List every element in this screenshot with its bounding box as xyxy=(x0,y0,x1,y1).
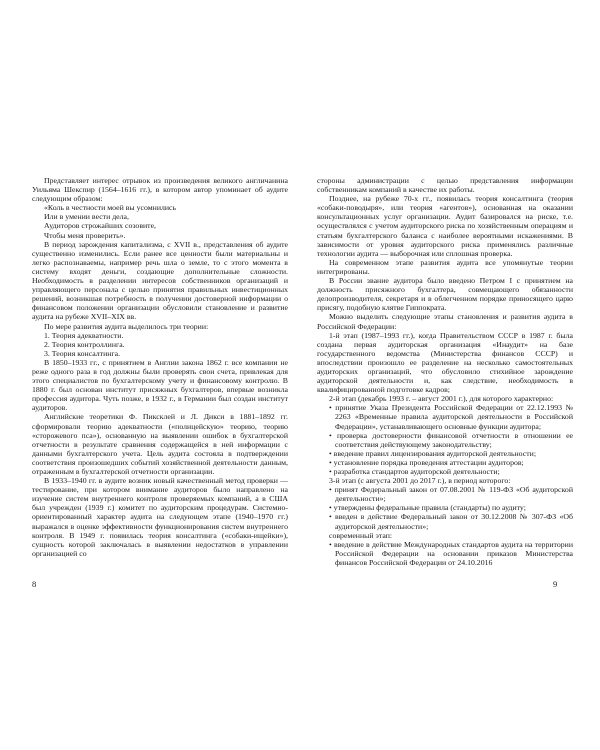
paragraph: Можно выделить следующие этапы становления и развития аудита в Российской Федерации: xyxy=(317,312,573,331)
verse-line: Аудиторов строжайших созовите, xyxy=(44,221,156,231)
paragraph: Позднее, на рубеже 70-х гг., появилась теория консалтинга (теория «собаки-поводыря», или теория «агентов»), основанная на оказании консультационных услуг организации. Аудит базировался на риске, т.е. осуществлялся с учетом аудиторского риска по хозяйственным операциям и статьям бухгалтерского баланса с наиболее вероятными искажениями. В зависимости от уровня аудиторского риска применялись различные технологии аудита — выборочная или сплошная проверка. xyxy=(317,194,573,258)
list-item: • введение правил лицензирования аудиторской деятельности; xyxy=(329,448,536,458)
list-item: • разработка стандартов аудиторской деятельности; xyxy=(329,467,500,476)
page-number-left: 8 xyxy=(32,579,37,589)
left-page-text xyxy=(32,176,288,558)
paragraph: 2-й этап (декабрь 1993 г. – август 2001 г.), для которого характерно: xyxy=(329,394,554,404)
paragraph: Английские теоретики Ф. Пиксклей и Л. Дикси в 1881–1892 гг. сформировали теорию адекватности («полицейскую» теорию, теорию «сторожевого пса»), основанную на выявлении ошибок в бухгалтерской отчетности в результате сравнения содержащейся в ней информации с данными бухгалтерского учета. Цель аудита состояла в подтверждении соответствия произошедших событий хозяйственной деятельности данным, отраженным в бухгалтерской отчетности организации. xyxy=(32,412,288,476)
verse-line: Чтобы меня проверить». xyxy=(44,230,126,240)
verse-line: Или в умении вести дела, xyxy=(44,212,129,222)
list-item: • утверждены федеральные правила (стандарты) по аудиту; xyxy=(329,503,526,513)
paragraph: В России звание аудитора было введено Петром I с принятием на должность присяжного бухгалтера, совмещающего обязанности делопроизводителя, секретаря и в облегченном порядке приносящего царю присягу, подобную клятве Гиппократа. xyxy=(317,276,573,313)
list-item: 3. Теория консалтинга. xyxy=(44,348,121,358)
paragraph: По мере развития аудита выделилось три теории: xyxy=(44,321,209,331)
list-item: • принятие Указа Президента Российской Федерации от 22.12.1993 № 2263 «Временные правила аудиторской деятельности в Российской Федерации», устанавливающего основные функции аудитора; xyxy=(329,403,573,431)
list-item: • введен в действие Федеральный закон от 30.12.2008 № 307-ФЗ «Об аудиторской деятельности»; xyxy=(329,512,573,531)
right-page-text xyxy=(317,176,573,567)
list-item: • принят Федеральный закон от 07.08.2001 № 119-ФЗ «Об аудиторской деятельности»; xyxy=(329,485,573,504)
paragraph: В 1933–1940 гг. в аудите возник новый качественный метод проверки — тестирование, при котором внимание аудиторов было направлено на изучение систем внутреннего контроля проверяемых компаний, а в США был учрежден (1939 г.) комитет по аудиторским процедурам. Системно-ориентированный характер аудита на следующем этапе (1940–1970 гг.) выражался в оценке эффективности функционирования систем внутреннего контроля. В 1949 г. появилась теория консалтинга («собаки-ищейки»), сущность которой заключалась в выявлении недостатков в управлении организацией со xyxy=(32,476,288,558)
paragraph: современный этап: xyxy=(329,530,393,540)
list-item: • установление порядка проведения аттестации аудиторов; xyxy=(329,457,524,467)
page-number-right: 9 xyxy=(553,579,558,589)
paragraph: В период зарождения капитализма, с XVII в., представления об аудите существенно изменились. Если ранее все ценности были материальны и легко распознаваемы, например речь шла о земле, то с этого момента в систему входят деньги, создающие дополнительные сложности. Необходимость в разделении интересов собственников организаций и управляющего персонала с целью принятия правильных инвестиционных решений, возникшая потребность в получении достоверной информации о финансовом положении организации обусловили становление и развитие аудита на рубеже XVII–XIX вв. xyxy=(32,239,288,322)
list-item: • введение в действие Международных стандартов аудита на территории Российской Федерации на основании приказов Министерства финансов Российской Федерации от 24.10.2016 xyxy=(329,539,573,567)
verse-line: «Коль в честности моей вы усомнились xyxy=(44,203,177,213)
paragraph: стороны администрации с целью представления информации собственникам компаний в качестве их работы. xyxy=(317,176,573,195)
paragraph: Представляет интерес отрывок из произведения великого англичанина Уильяма Шекспир (1564–1616 гг.), в котором автор упоминает об аудите следующим образом: xyxy=(32,176,288,204)
list-item: 2. Теория контроллинга. xyxy=(44,339,125,349)
paragraph: 3-й этап (с августа 2001 до 2017 г.), в период которого: xyxy=(329,476,511,486)
paragraph: В 1850–1933 гг., с принятием в Англии закона 1862 г. все компании не реже одного раза в год должны были проверять свои счета, привлекая для этого специалистов по бухгалтерскому учету и финансовому контролю. В 1880 г. был основан институт присяжных бухгалтеров, впервые возникла профессия аудитора. Чуть позже, в 1932 г., в Германии был создан институт аудиторов. xyxy=(32,357,288,413)
paragraph: На современном этапе развития аудита все упомянутые теории интегрированы. xyxy=(317,257,573,276)
paragraph: 1-й этап (1987–1993 гг.), когда Правительством СССР в 1987 г. была создана первая аудиторская организация «Инаудит» на базе государственного ведомства (Министерства финансов СССР) и впоследствии произошло ее разделение на несколько самостоятельных аудиторских организаций, что обусловило стихийное зарождение аудиторской деятельности и, как следствие, необходимость в квалифицированной подготовке кадров; xyxy=(317,330,573,395)
list-item: 1. Теория адекватности. xyxy=(44,330,124,340)
list-item: • проверка достоверности финансовой отчетности в отношении ее соответствия действующему законодательству; xyxy=(329,430,573,449)
